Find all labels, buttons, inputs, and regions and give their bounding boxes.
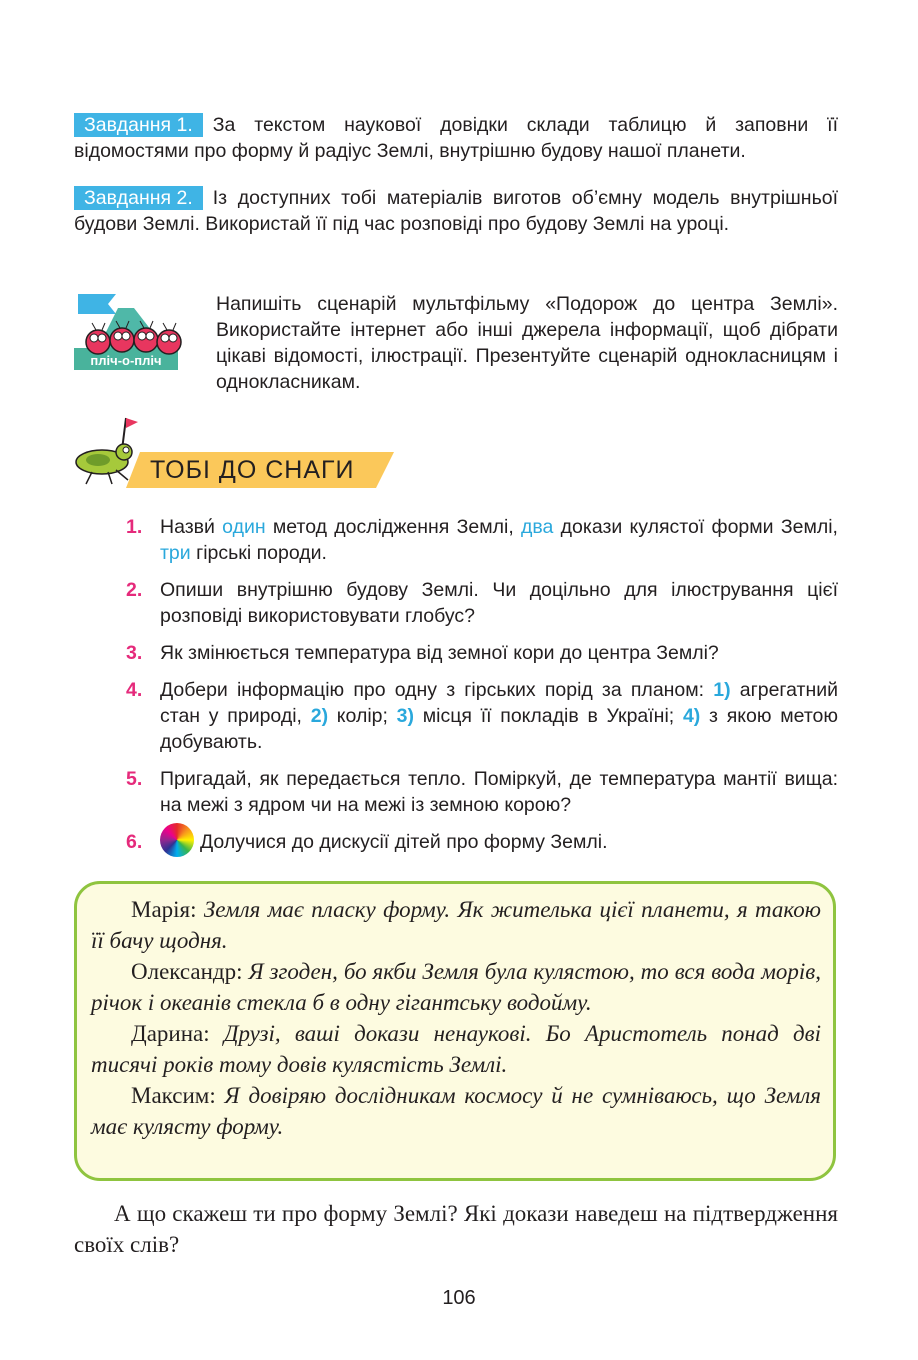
- plan-step-number: 4): [682, 705, 701, 727]
- keyword-two: два: [521, 516, 554, 538]
- question-text: Добери інформацію про одну з гірських порід за планом:: [160, 679, 714, 701]
- question-5: [126, 766, 838, 818]
- question-text: гірські породи.: [190, 542, 327, 564]
- discussion-text: [91, 894, 821, 1142]
- plan-step-number: 1): [713, 679, 731, 701]
- keyword-three: три: [160, 542, 191, 564]
- grasshopper-icon: [72, 414, 152, 490]
- task-1: [74, 112, 838, 164]
- question-number: 3.: [126, 642, 143, 664]
- task-2-text: Із доступних тобі матеріалів виготов об’ємну модель внутрішньої будови Землі. Використай її під час розповіді про будову Землі на уроці.: [74, 187, 838, 235]
- questions-list: [126, 514, 838, 868]
- question-text: Пригадай, як передається тепло. Поміркуй, де температура мантії вища: на межі з ядром чи на межі із земною корою?: [160, 768, 838, 816]
- question-3: [126, 640, 838, 666]
- plan-step-number: 3): [396, 705, 415, 727]
- question-number: 2.: [126, 579, 143, 601]
- plan-step-number: 2): [310, 705, 329, 727]
- question-text: докази кулястої форми Землі,: [553, 516, 838, 538]
- question-number: 1.: [126, 516, 143, 538]
- discussion-line: [91, 1018, 821, 1080]
- question-text: колір;: [328, 705, 397, 727]
- section-title: ТОБІ ДО СНАГИ: [150, 456, 355, 484]
- discussion-line: [91, 956, 821, 1018]
- task-1-badge: Завдання 1.: [74, 113, 203, 137]
- task-2: [74, 185, 838, 237]
- page-number: 106: [442, 1287, 476, 1309]
- speaker-name: Максим:: [131, 1083, 216, 1108]
- pair-work-label: пліч-о-пліч: [90, 353, 162, 368]
- section-header: [72, 414, 402, 490]
- question-text: метод дослідження Землі,: [265, 516, 521, 538]
- question-number: 5.: [126, 768, 143, 790]
- task-1-text: За текстом наукової довідки склади таблицю й заповни її відомостями про форму й радіус Землі, внутрішню будову нашої планети.: [74, 114, 838, 162]
- speaker-line: Земля має пласку форму. Як жителька цієї планети, я такою її бачу щодня.: [91, 897, 822, 953]
- task-2-badge: Завдання 2.: [74, 186, 203, 210]
- discussion-line: [91, 894, 821, 956]
- pair-work-icon: [72, 290, 202, 374]
- speaker-line: Я довіряю дослідникам космосу й не сумніваюсь, що Земля має кулясту форму.: [91, 1083, 821, 1139]
- question-number: 4.: [126, 679, 143, 701]
- speaker-name: Олександр:: [131, 959, 243, 984]
- speaker-name: Дарина:: [131, 1021, 210, 1046]
- speaker-line: Я згоден, бо якби Земля була кулястою, то вся вода морів, річок і океанів стекла б в одну гігантську водойму.: [91, 959, 821, 1015]
- speaker-line: Друзі, ваші докази ненаукові. Бо Аристотель понад дві тисячі років тому довів кулястість Землі.: [91, 1021, 821, 1077]
- question-text: Як змінюється температура від земної кори до центра Землі?: [160, 642, 719, 664]
- question-2: [126, 577, 838, 629]
- question-text: агрегатний стан у природі,: [160, 679, 838, 727]
- question-text: Опиши внутрішню будову Землі. Чи доцільно для ілюстрування цієї розповіді використовувати глобус?: [160, 579, 838, 627]
- question-6: [126, 829, 838, 857]
- keyword-one: один: [222, 516, 266, 538]
- question-text: з якою метою добувають.: [160, 705, 839, 753]
- question-text: Долучися до дискусії дітей про форму Землі.: [200, 831, 608, 854]
- discussion-box: [74, 881, 836, 1181]
- question-text: Назви́: [160, 516, 223, 538]
- discussion-line: [91, 1080, 821, 1142]
- final-question: А що скажеш ти про форму Землі? Які докази наведеш на підтвердження своїх слів?: [74, 1201, 838, 1257]
- question-1: [126, 514, 838, 566]
- question-4: [126, 677, 838, 755]
- question-text: місця її покладів в Україні;: [414, 705, 683, 727]
- speaker-name: Марія:: [131, 897, 197, 922]
- color-wheel-icon: [160, 823, 194, 857]
- pair-work-text: Напишіть сценарій мультфільму «Подорож до центра Землі». Використайте інтернет або інші джерела інформації, щоб дібрати цікаві відомості, ілюстрації. Презентуйте сценарій однокласницям і однокласникам.: [216, 293, 838, 393]
- question-number: 6.: [126, 831, 143, 853]
